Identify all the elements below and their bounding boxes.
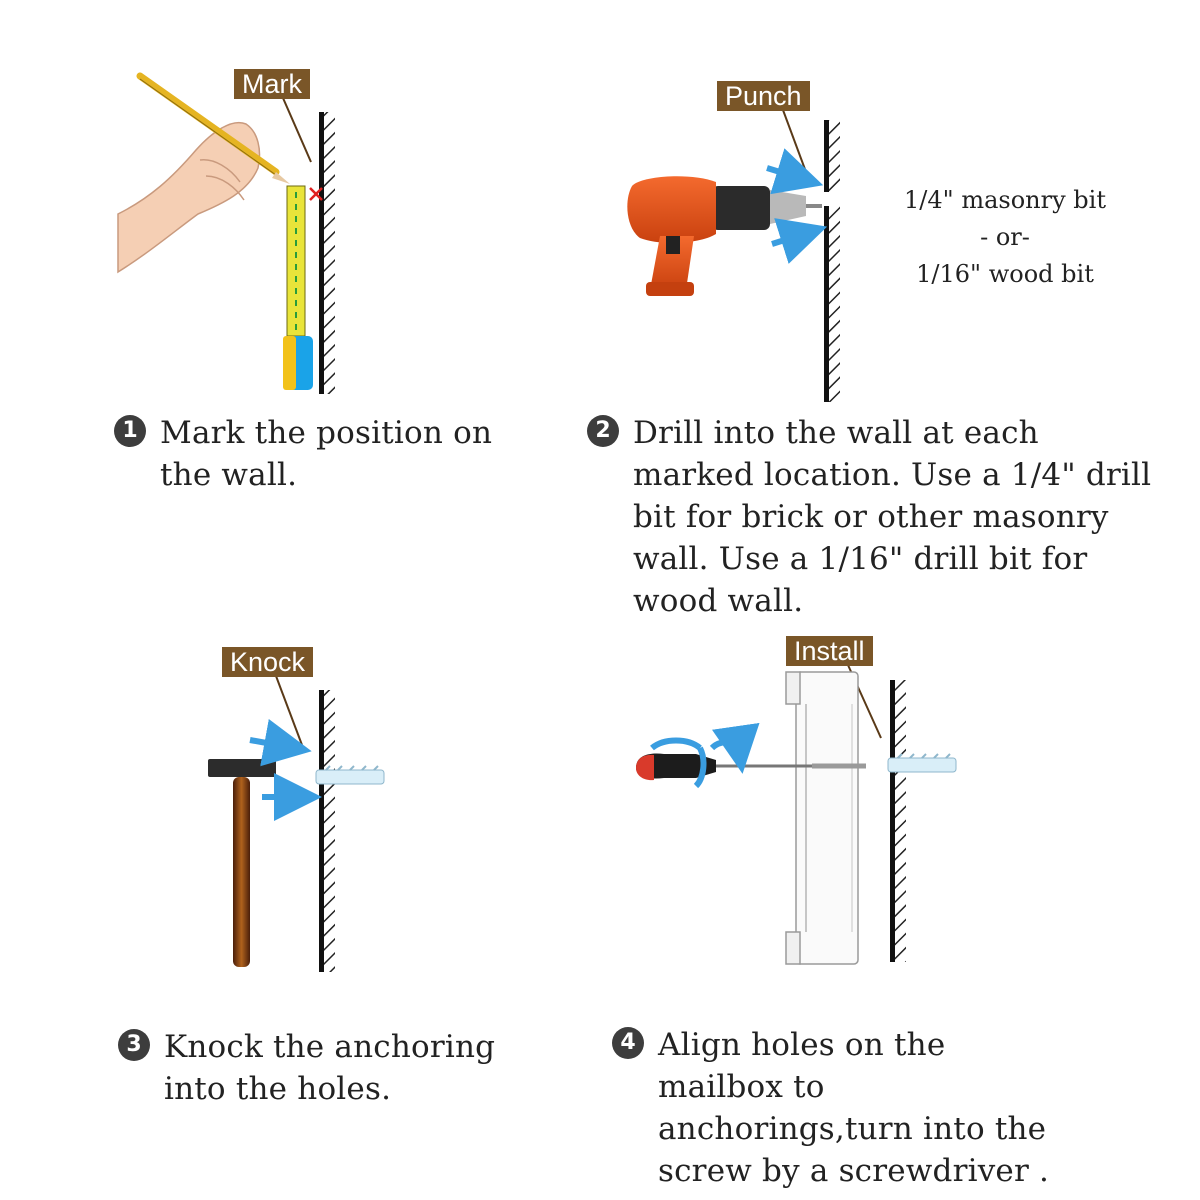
wall-1	[319, 112, 335, 394]
step-1	[114, 412, 494, 496]
arrow-in-lower	[772, 232, 810, 244]
arrow-in-upper	[767, 168, 806, 180]
install-tag: Install	[786, 636, 873, 666]
bit-note-line-1: 1/4" masonry bit	[904, 186, 1106, 214]
arrow-knock-upper	[250, 740, 294, 748]
knock-leader-line	[276, 676, 302, 745]
wall-3	[319, 690, 335, 972]
wall-4	[890, 680, 906, 962]
punch-leader-line	[783, 110, 806, 172]
step-2-number: 2	[587, 415, 619, 447]
step-4-text: Align holes on the mailbox to anchorings,turn into the screw by a screwdriver .	[658, 1027, 1050, 1189]
step-3	[118, 1026, 538, 1110]
mark-leader-line	[283, 98, 311, 162]
mark-tag: Mark	[234, 69, 310, 99]
step-4	[612, 1024, 1062, 1192]
knock-tag: Knock	[222, 647, 313, 677]
step-3-text: Knock the anchoring into the holes.	[164, 1029, 496, 1107]
punch-tag: Punch	[717, 81, 810, 111]
step-2	[587, 412, 1157, 622]
step-4-number: 4	[612, 1027, 644, 1059]
bit-note-line-3: 1/16" wood bit	[916, 260, 1094, 288]
bit-note-line-2: - or-	[980, 223, 1030, 251]
wall-2	[820, 120, 844, 402]
drill-bit-note	[880, 182, 1130, 293]
tape-measure-icon	[283, 186, 313, 390]
step-1-number: 1	[114, 415, 146, 447]
step-3-number: 3	[118, 1029, 150, 1061]
anchor-icon	[316, 766, 384, 784]
mailbox-icon	[786, 672, 858, 964]
hammer-icon	[208, 759, 276, 967]
step-1-text: Mark the position on the wall.	[160, 415, 493, 493]
step-2-text: Drill into the wall at each marked location. Use a 1/4" drill bit for brick or other masonry wall. Use a 1/16" drill bit for wood wall.	[633, 415, 1152, 619]
screwdriver-icon	[636, 741, 812, 787]
